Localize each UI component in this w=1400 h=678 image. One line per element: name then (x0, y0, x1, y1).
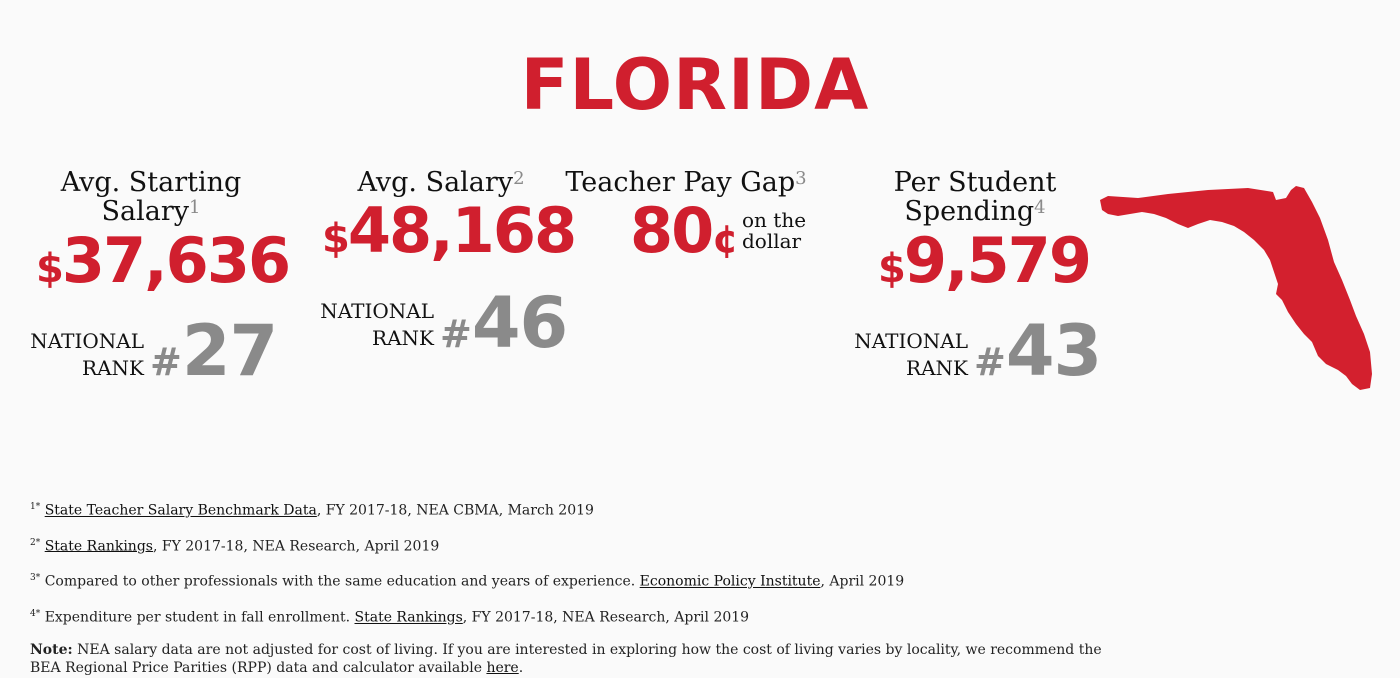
avg-salary-label: Avg. Salary$^2$ (357, 167, 525, 198)
state-rankings-link[interactable]: State Rankings (44, 538, 153, 555)
pay-gap-label: Teacher Pay Gap$^3$ (565, 167, 807, 198)
avg-salary-value: $48,168 (322, 194, 576, 267)
footnote-ref-4: 4 (1034, 197, 1046, 218)
here-link[interactable]: here (486, 659, 519, 676)
spending-rank-label: NATIONAL RANK (854, 329, 968, 380)
footnote-3: $^{3*}$ Compared to other professionals with the same education and years of experience. Economic Policy Institute, April 2019 (30, 573, 905, 590)
state-rankings-link-2[interactable]: State Rankings (354, 609, 463, 626)
pay-gap-value: 80¢ (630, 194, 739, 267)
spending-value: $9,579 (878, 224, 1090, 297)
footnote-2: $^{2*}$ State Rankings, FY 2017-18, NEA Research, April 2019 (30, 537, 440, 555)
footnote-ref-3: 3 (795, 168, 807, 189)
spending-rank-value: #43 (974, 310, 1102, 392)
cost-of-living-note: Note: NEA salary data are not adjusted for cost of living. If you are interested in exploring how the cost of living varies by locality, we recommend the BEA Regional Price Parities (RPP) data and calculator available here. (30, 641, 1102, 676)
cents-sign: ¢ (712, 217, 739, 261)
footnote-ref-2: 2 (513, 168, 525, 189)
footnote-1: $^{1*}$ State Teacher Salary Benchmark Data, FY 2017-18, NEA CBMA, March 2019 (30, 502, 594, 519)
footnotes (30, 498, 1110, 677)
footnote-4: $^{4*}$ Expenditure per student in fall enrollment. State Rankings, FY 2017-18, NEA Research, April 2019 (30, 608, 750, 626)
page-title: FLORIDA (520, 44, 870, 126)
florida-map-icon (1098, 184, 1378, 394)
spending-label: Per Student Spending$^4$ (893, 167, 1057, 227)
economic-policy-institute-link[interactable]: Economic Policy Institute (639, 573, 821, 590)
avg-rank-value: #46 (440, 282, 568, 364)
starting-salary-label: Avg. Starting Salary$^1$ (60, 167, 242, 227)
starting-rank-label: NATIONAL RANK (30, 329, 144, 380)
state-teacher-salary-benchmark-link[interactable]: State Teacher Salary Benchmark Data (44, 502, 317, 519)
starting-rank-value: #27 (150, 310, 278, 392)
pay-gap-suffix: on the dollar (742, 208, 807, 253)
starting-salary-value: $37,636 (36, 224, 290, 297)
footnote-ref-1: 1 (189, 197, 201, 218)
avg-rank-label: NATIONAL RANK (320, 299, 434, 350)
